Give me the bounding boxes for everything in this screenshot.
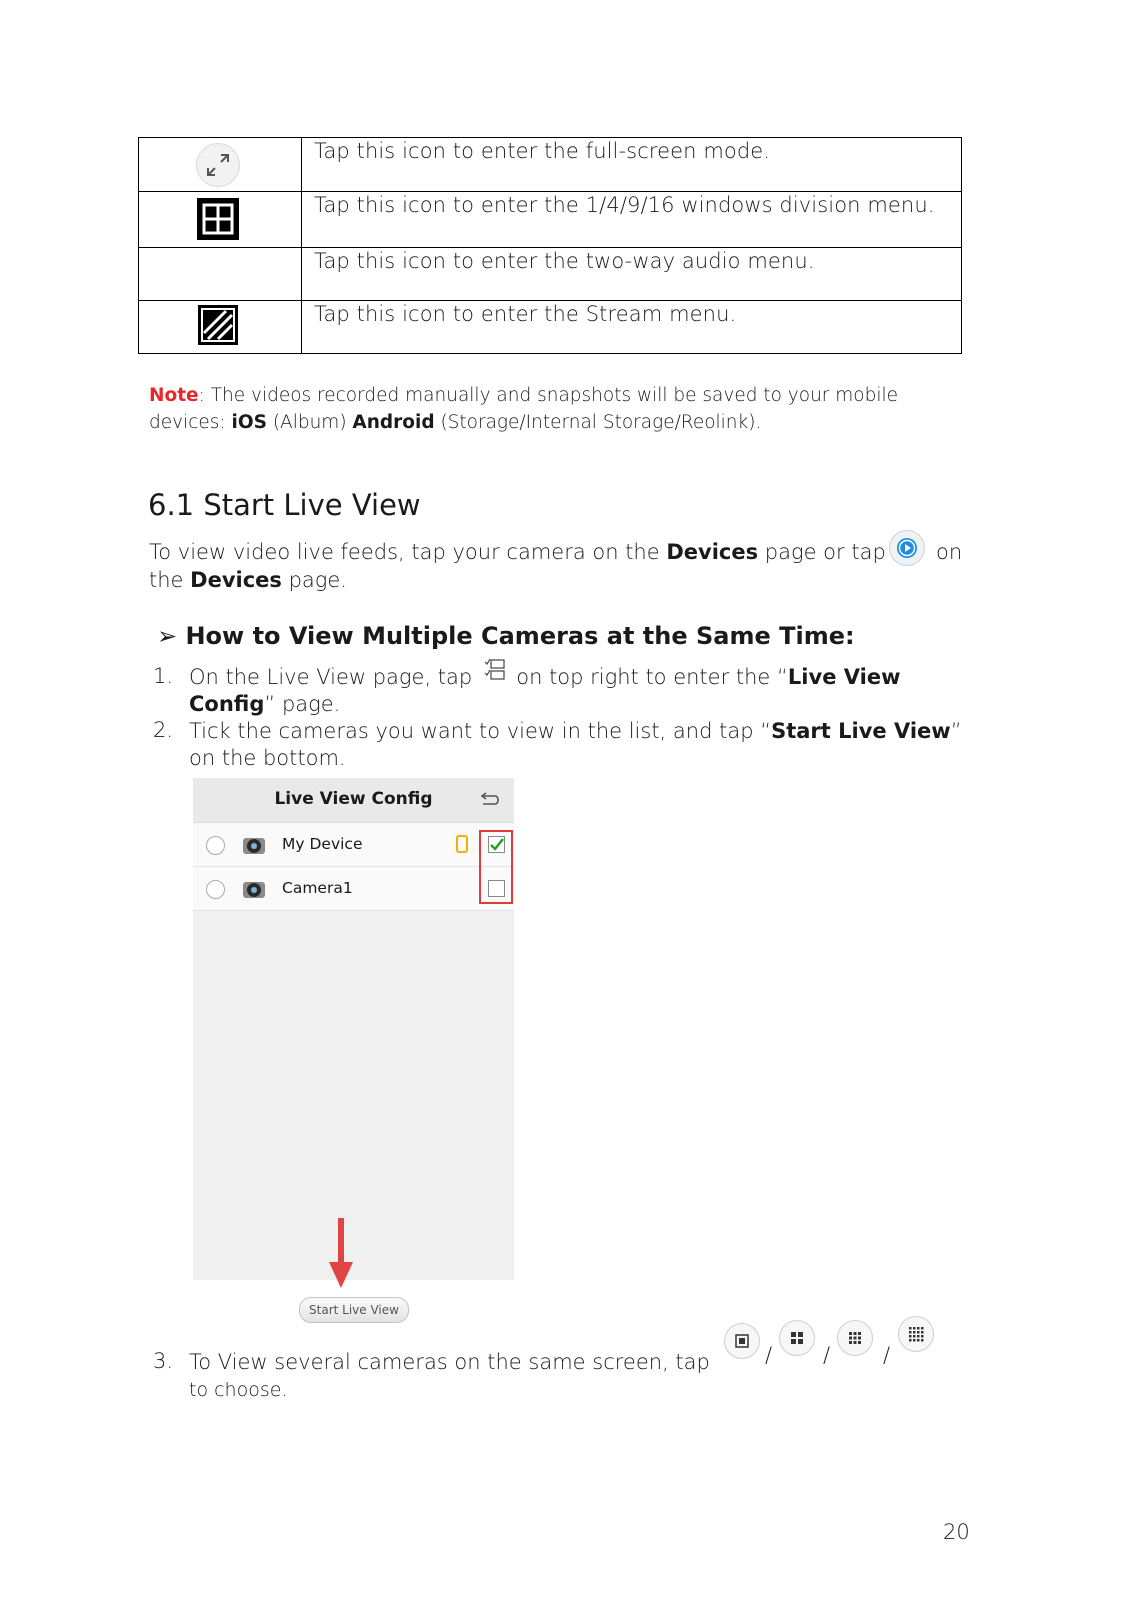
camera-icon: [241, 877, 267, 901]
table-row: [139, 247, 962, 300]
table-row-text: Tap this icon to enter the two-way audio menu.: [302, 247, 962, 300]
phone-screenshot: [193, 778, 514, 1280]
step-text: Tick the cameras you want to view in the list, and tap “Start Live View” on the bottom.: [189, 719, 962, 770]
step-number: 2.: [153, 718, 174, 742]
camera-icon: [241, 833, 267, 857]
icon-table: [138, 137, 962, 354]
table-row-text: Tap this icon to enter the Stream menu.: [302, 300, 962, 353]
device-row[interactable]: [193, 867, 514, 911]
separator: /: [823, 1343, 831, 1367]
step-number: 1.: [153, 664, 174, 688]
table-row: [139, 300, 962, 353]
section-title: 6.1 Start Live View: [148, 488, 421, 522]
page-number: 20: [943, 1520, 970, 1544]
live-view-config-icon: [484, 658, 506, 682]
para-on: on: [936, 540, 963, 564]
table-row-text: Tap this icon to enter the 1/4/9/16 windows division menu.: [302, 192, 962, 247]
back-icon[interactable]: [478, 790, 500, 810]
device-name: My Device: [282, 835, 363, 853]
table-row: [139, 192, 962, 247]
device-name: Camera1: [282, 879, 353, 897]
sixteen-window-icon[interactable]: [898, 1316, 934, 1352]
step-text: To View several cameras on the same screen, tap to choose.: [189, 1350, 710, 1401]
section-paragraph: To view video live feeds, tap your camera on the Devices page or tap the Devices page.: [149, 540, 886, 592]
select-radio[interactable]: [206, 880, 225, 899]
play-icon: [889, 530, 925, 566]
four-window-icon[interactable]: [779, 1320, 815, 1356]
arrow-down-icon: [329, 1218, 353, 1288]
table-row-text: Tap this icon to enter the full-screen mode.: [302, 138, 962, 192]
step-number: 3.: [153, 1349, 174, 1373]
sync-icon: [456, 835, 468, 853]
start-live-view-button[interactable]: Start Live View: [299, 1297, 409, 1323]
subsection-title: ➢ How to View Multiple Cameras at the Same Time:: [157, 622, 855, 650]
nine-window-icon[interactable]: [837, 1320, 873, 1356]
separator: /: [765, 1343, 773, 1367]
select-radio[interactable]: [206, 836, 225, 855]
device-row[interactable]: [193, 823, 514, 867]
fullscreen-icon: [196, 143, 240, 187]
single-window-icon[interactable]: [724, 1323, 760, 1359]
table-row: [139, 138, 962, 192]
highlight-box: [479, 830, 513, 904]
separator: /: [883, 1343, 891, 1367]
note: Note: The videos recorded manually and snapshots will be saved to your mobile devices: iOS (Album) Android (Storage/Internal Storage/Reolink).: [149, 385, 899, 433]
stream-icon: [198, 305, 238, 345]
note-label: Note: [149, 385, 199, 406]
phone-title: Live View Config: [274, 789, 433, 809]
phone-header: [193, 778, 514, 823]
window-division-icon: [197, 198, 239, 240]
step-text: On the Live View page, tap on top right to enter the “Live View Config” page.: [189, 665, 901, 716]
